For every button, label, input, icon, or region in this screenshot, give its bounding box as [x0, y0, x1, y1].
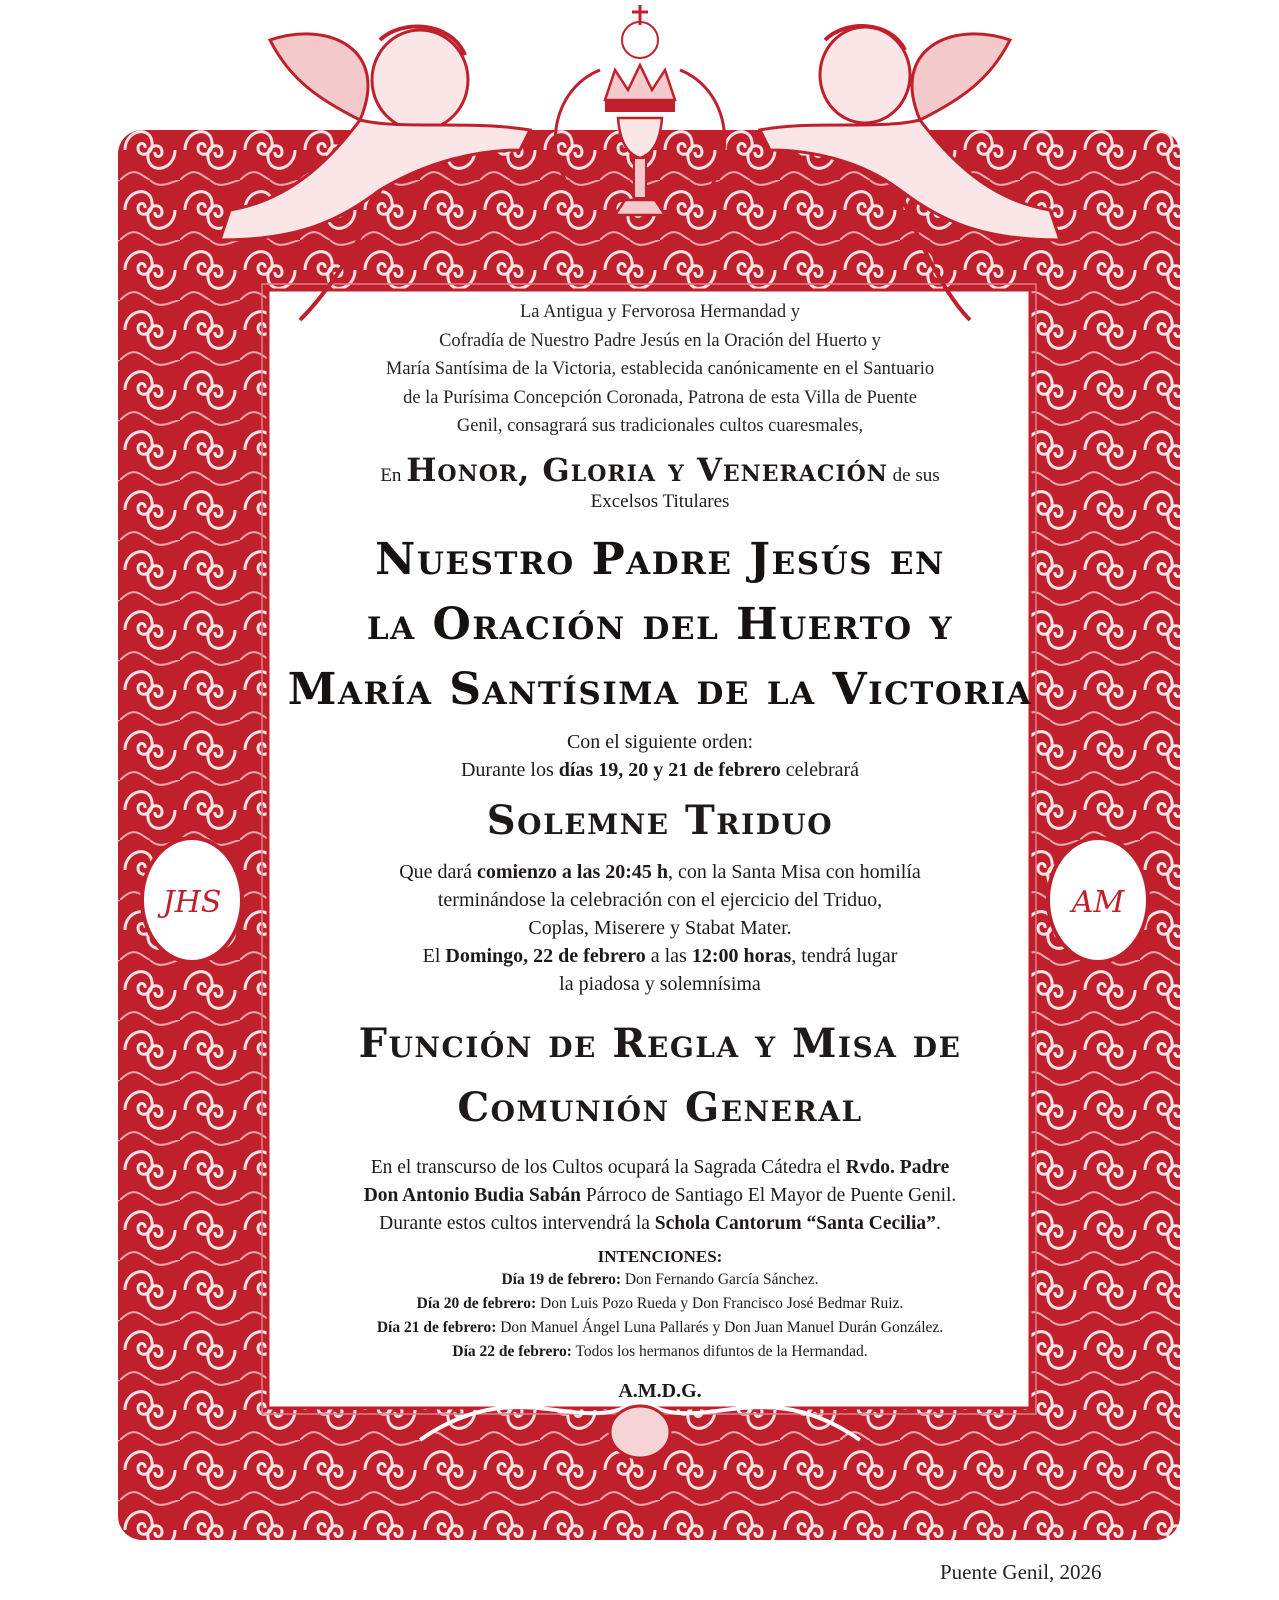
funcion-heading: Función de Regla y Misa de Comunión General [358, 1019, 962, 1131]
marian-monogram: AM [1071, 885, 1125, 920]
jhs-monogram: JHS [162, 885, 222, 920]
triduo-title: Solemne Triduo [486, 796, 834, 844]
predicador-text: En el transcurso de los Cultos ocupará la Sagrada Cátedra el Rvdo. Padre Don Antonio Budia Sabán Párroco de Santiago El Mayor de Puente Genil. Durante estos cultos intervendrá la Schola Cantorum “Santa Cecilia”. [363, 1156, 957, 1234]
main-content [287, 298, 1033, 1428]
intro-paragraph: La Antigua y Fervorosa Hermandad y Cofradía de Nuestro Padre Jesús en la Oración del Huerto y María Santísima de la Victoria, establecida canónicamente en el Santuario de la Purísima Concepción Coronada, Patrona de esta Villa de Puente Genil, consagrará sus tradicionales cultos cuaresmales, [385, 302, 935, 436]
triduo-description: Que dará comienzo a las 20:45 h, con la Santa Misa con homilía terminándose la celebración con el ejercicio del Triduo, Coplas, Miserere y Stabat Mater. El Domingo, 22 de febrero a las 12:00 horas, tendrá lugar la piadosa y solemnísima [399, 860, 921, 995]
footer-place-date: Puente Genil, 2026 [940, 1560, 1102, 1584]
amdg-signature: A.M.D.G. [618, 1379, 702, 1402]
titulares-heading: Nuestro Padre Jesús en la Oración del Huerto y María Santísima de la Victoria [287, 533, 1033, 715]
jhs-medallion [142, 838, 242, 962]
intencion-item: Día 19 de febrero: Don Fernando García Sánchez. [501, 1270, 819, 1288]
intencion-item: Día 20 de febrero: Don Luis Pozo Rueda y Don Francisco José Bedmar Ruiz. [416, 1294, 904, 1312]
intenciones-list [290, 1268, 1030, 1364]
intenciones-title: INTENCIONES: [597, 1246, 723, 1266]
honor-line: En Honor, Gloria y Veneración de sus [380, 450, 940, 489]
honor-heading: Honor, Gloria y Veneración [406, 450, 888, 489]
excelsos-titulares: Excelsos Titulares [590, 490, 730, 512]
orden-text: Con el siguiente orden: Durante los días 19, 20 y 21 de febrero celebrará [460, 730, 860, 781]
intencion-item: Día 22 de febrero: Todos los hermanos difuntos de la Hermandad. [452, 1342, 868, 1360]
intencion-item: Día 21 de febrero: Don Manuel Ángel Luna Pallarés y Don Juan Manuel Durán González. [376, 1318, 944, 1336]
